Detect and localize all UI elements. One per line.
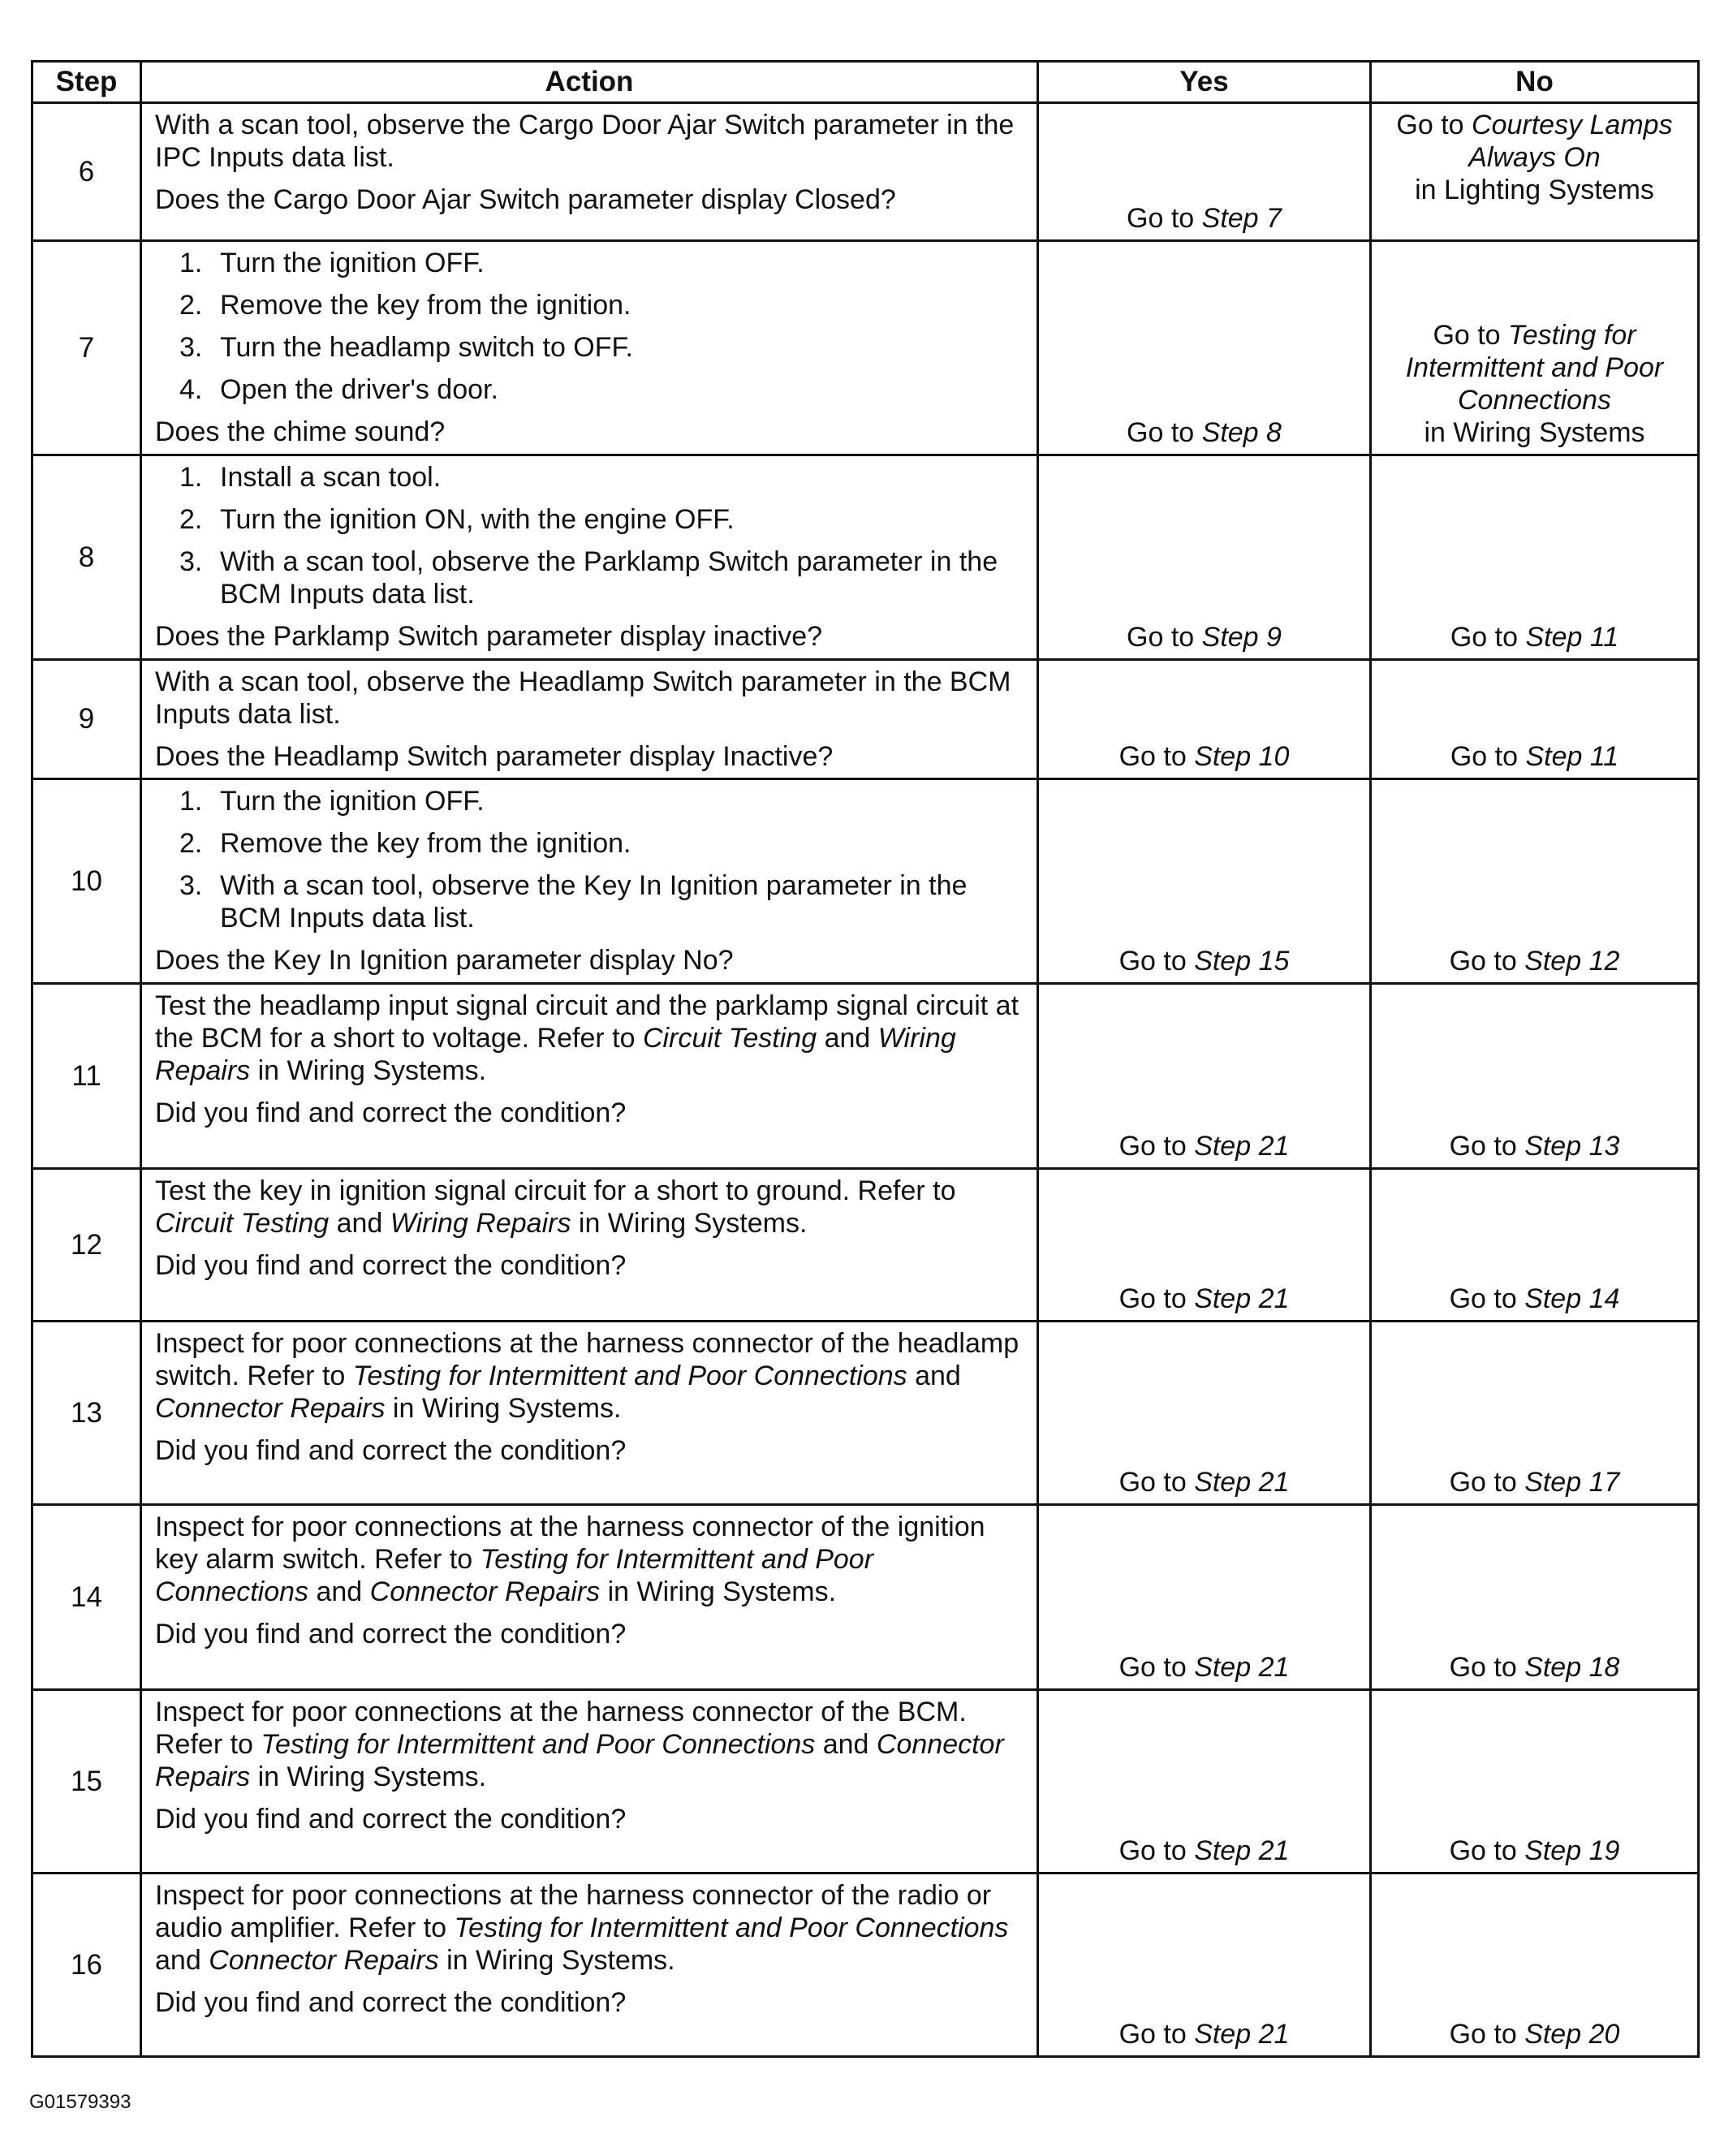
- yes-step-ref: Step 21: [1194, 1652, 1290, 1683]
- action-cell: [141, 241, 1038, 455]
- action-ref: Connector Repairs: [209, 1945, 439, 1976]
- substep: [155, 869, 1025, 934]
- no-prefix: Go to: [1449, 1283, 1525, 1314]
- table-row: [32, 1322, 1699, 1505]
- substep: [155, 247, 1025, 279]
- action-text-part: in Wiring Systems.: [250, 1055, 487, 1086]
- table-header-row: [32, 62, 1699, 103]
- no-step-ref: Step 17: [1524, 1467, 1620, 1498]
- no-cell: [1371, 1690, 1699, 1874]
- action-question: Did you find and correct the condition?: [155, 1619, 627, 1649]
- substep: [155, 503, 1025, 536]
- action-cell: [141, 1505, 1038, 1690]
- yes-prefix: Go to: [1127, 203, 1202, 234]
- step-number: 6: [32, 103, 141, 241]
- action-text-part: and: [907, 1360, 961, 1391]
- action-text-part: in Wiring Systems.: [600, 1576, 837, 1607]
- step-number: 13: [32, 1322, 141, 1505]
- header-action: Action: [141, 62, 1038, 103]
- action-text-part: Test the headlamp input signal circuit and the parklamp signal circuit at the BCM for a short to voltage. Refer to: [155, 990, 1019, 1054]
- yes-cell: [1038, 660, 1371, 779]
- yes-step-ref: Step 15: [1194, 946, 1290, 977]
- yes-step-ref: Step 21: [1194, 1467, 1290, 1498]
- yes-cell: [1038, 455, 1371, 660]
- action-question: Does the Parklamp Switch parameter display inactive?: [155, 621, 823, 652]
- substep-text: Remove the key from the ignition.: [220, 828, 631, 859]
- header-no: No: [1371, 62, 1699, 103]
- header-yes: Yes: [1038, 62, 1371, 103]
- yes-step-ref: Step 21: [1194, 1835, 1290, 1866]
- action-text-part: Inspect for poor connections at the harness connector of the headlamp switch. Refer to: [155, 1328, 1019, 1391]
- step-number: 8: [32, 455, 141, 660]
- step-number: 12: [32, 1169, 141, 1322]
- action-text-part: and: [155, 1945, 209, 1976]
- yes-step-ref: Step 21: [1194, 1131, 1290, 1162]
- table-row: [32, 1690, 1699, 1874]
- action-text: With a scan tool, observe the Cargo Door Ajar Switch parameter in the IPC Inputs data list.: [155, 110, 1015, 173]
- substep-number: 2.: [179, 290, 203, 321]
- no-cell: [1371, 241, 1699, 455]
- substep-text: Remove the key from the ignition.: [220, 290, 631, 321]
- action-ref: Wiring Repairs: [155, 1023, 956, 1086]
- substep-number: 3.: [179, 332, 203, 363]
- no-step-ref: Step 19: [1524, 1835, 1620, 1866]
- substep-text: Turn the headlamp switch to OFF.: [220, 332, 633, 363]
- action-ref: Connector Repairs: [155, 1729, 1004, 1792]
- substep-text: Turn the ignition OFF.: [220, 248, 485, 278]
- action-question: Did you find and correct the condition?: [155, 1250, 627, 1281]
- image-code: G01579393: [29, 2091, 131, 2113]
- no-ref: Testing for Intermittent and Poor Connections: [1405, 320, 1664, 416]
- step-number: 16: [32, 1874, 141, 2057]
- yes-step-ref: Step 7: [1201, 203, 1282, 234]
- no-suffix: in Lighting Systems: [1415, 175, 1654, 205]
- no-cell: [1371, 455, 1699, 660]
- yes-prefix: Go to: [1118, 1131, 1195, 1162]
- action-cell: [141, 984, 1038, 1169]
- action-ref: Testing for Intermittent and Poor Connections: [454, 1912, 1009, 1943]
- yes-cell: [1038, 984, 1371, 1169]
- substep-text: Open the driver's door.: [220, 374, 498, 405]
- no-prefix: Go to: [1449, 1467, 1525, 1498]
- action-ref: Testing for Intermittent and Poor Connections: [155, 1544, 874, 1607]
- action-text-part: in Wiring Systems.: [385, 1393, 622, 1424]
- table-row: [32, 660, 1699, 779]
- action-text: [155, 1175, 1025, 1240]
- yes-cell: [1038, 1322, 1371, 1505]
- no-step-ref: Step 18: [1524, 1652, 1620, 1683]
- no-cell: [1371, 779, 1699, 984]
- yes-prefix: Go to: [1127, 417, 1202, 448]
- diagnostic-table: [31, 60, 1700, 2058]
- action-cell: [141, 660, 1038, 779]
- no-cell: [1371, 1874, 1699, 2057]
- yes-step-ref: Step 8: [1201, 417, 1282, 448]
- yes-step-ref: Step 21: [1194, 2019, 1290, 2050]
- no-prefix: Go to: [1433, 320, 1509, 351]
- action-text-part: and: [815, 1729, 877, 1760]
- action-text: [155, 1511, 1025, 1608]
- substep-text: With a scan tool, observe the Key In Ignition parameter in the BCM Inputs data list.: [220, 870, 968, 934]
- no-ref: Courtesy Lamps Always On: [1468, 110, 1673, 173]
- no-step-ref: Step 11: [1525, 741, 1619, 772]
- step-number: 11: [32, 984, 141, 1169]
- substep-number: 1.: [179, 786, 203, 817]
- yes-cell: [1038, 1874, 1371, 2057]
- yes-cell: [1038, 1690, 1371, 1874]
- substep-number: 3.: [179, 546, 203, 577]
- yes-cell: [1038, 241, 1371, 455]
- substep-list: [155, 785, 1025, 934]
- yes-cell: [1038, 1169, 1371, 1322]
- no-prefix: Go to: [1449, 1652, 1525, 1683]
- no-cell: [1371, 1169, 1699, 1322]
- yes-prefix: Go to: [1118, 741, 1195, 772]
- action-text-part: in Wiring Systems.: [571, 1208, 808, 1239]
- action-cell: [141, 779, 1038, 984]
- substep: [155, 289, 1025, 321]
- action-text: [155, 1327, 1025, 1425]
- table-row: [32, 103, 1699, 241]
- yes-step-ref: Step 10: [1194, 741, 1290, 772]
- action-cell: [141, 1874, 1038, 2057]
- yes-cell: [1038, 103, 1371, 241]
- no-step-ref: Step 20: [1524, 2019, 1620, 2050]
- action-text: [155, 1879, 1025, 1977]
- action-text-part: Inspect for poor connections at the harness connector of the ignition key alarm switch. Refer to: [155, 1511, 985, 1575]
- table-row: [32, 455, 1699, 660]
- yes-prefix: Go to: [1118, 1467, 1195, 1498]
- no-step-ref: Step 11: [1525, 622, 1619, 653]
- no-cell: [1371, 984, 1699, 1169]
- substep-list: [155, 461, 1025, 610]
- no-suffix: in Wiring Systems: [1424, 417, 1645, 448]
- no-prefix: Go to: [1449, 1835, 1525, 1866]
- table-row: [32, 1505, 1699, 1690]
- yes-prefix: Go to: [1118, 1652, 1195, 1683]
- action-text-part: Test the key in ignition signal circuit for a short to ground. Refer to: [155, 1175, 956, 1206]
- action-question: Did you find and correct the condition?: [155, 1097, 627, 1128]
- yes-prefix: Go to: [1118, 1283, 1195, 1314]
- substep-number: 2.: [179, 828, 203, 859]
- yes-cell: [1038, 1505, 1371, 1690]
- action-text-part: Inspect for poor connections at the harness connector of the radio or audio amplifier. Refer to: [155, 1880, 992, 1943]
- substep: [155, 545, 1025, 610]
- table-row: [32, 241, 1699, 455]
- action-question: Does the chime sound?: [155, 416, 446, 447]
- action-text-part: and: [308, 1576, 370, 1607]
- step-number: 7: [32, 241, 141, 455]
- no-prefix: Go to: [1396, 110, 1472, 140]
- substep-text: Install a scan tool.: [220, 462, 442, 493]
- table-row: [32, 779, 1699, 984]
- yes-step-ref: Step 21: [1194, 1283, 1290, 1314]
- yes-step-ref: Step 9: [1201, 622, 1282, 653]
- action-question: Did you find and correct the condition?: [155, 1435, 627, 1466]
- action-ref: Circuit Testing: [155, 1208, 330, 1239]
- substep-number: 3.: [179, 870, 203, 901]
- yes-prefix: Go to: [1118, 946, 1195, 977]
- no-prefix: Go to: [1449, 946, 1525, 977]
- substep-number: 1.: [179, 462, 203, 493]
- no-prefix: Go to: [1449, 1131, 1525, 1162]
- no-cell: [1371, 103, 1699, 241]
- action-ref: Connector Repairs: [155, 1393, 386, 1424]
- substep: [155, 461, 1025, 494]
- action-ref: Connector Repairs: [369, 1576, 601, 1607]
- action-text: With a scan tool, observe the Headlamp Switch parameter in the BCM Inputs data list.: [155, 666, 1011, 730]
- substep: [155, 785, 1025, 817]
- substep-text: Turn the ignition OFF.: [220, 786, 485, 817]
- step-number: 10: [32, 779, 141, 984]
- no-step-ref: Step 13: [1524, 1131, 1620, 1162]
- action-cell: [141, 1322, 1038, 1505]
- no-cell: [1371, 1505, 1699, 1690]
- action-cell: [141, 103, 1038, 241]
- action-ref: Testing for Intermittent and Poor Connections: [352, 1360, 907, 1391]
- substep: [155, 827, 1025, 860]
- action-question: Did you find and correct the condition?: [155, 1804, 627, 1835]
- action-text: [155, 1696, 1025, 1793]
- table-row: [32, 1169, 1699, 1322]
- substep-number: 1.: [179, 248, 203, 278]
- no-prefix: Go to: [1449, 2019, 1525, 2050]
- action-cell: [141, 1169, 1038, 1322]
- substep-text: Turn the ignition ON, with the engine OFF.: [220, 504, 735, 535]
- action-text-part: and: [329, 1208, 390, 1239]
- action-text-part: in Wiring Systems.: [438, 1945, 675, 1976]
- no-step-ref: Step 12: [1524, 946, 1620, 977]
- substep: [155, 373, 1025, 406]
- substep: [155, 331, 1025, 364]
- substep-number: 4.: [179, 374, 203, 405]
- no-prefix: Go to: [1450, 622, 1526, 653]
- yes-prefix: Go to: [1127, 622, 1202, 653]
- action-cell: [141, 455, 1038, 660]
- step-number: 9: [32, 660, 141, 779]
- no-cell: [1371, 1322, 1699, 1505]
- table-row: [32, 1874, 1699, 2057]
- step-number: 14: [32, 1505, 141, 1690]
- substep-number: 2.: [179, 504, 203, 535]
- table-row: [32, 984, 1699, 1169]
- action-question: Did you find and correct the condition?: [155, 1987, 627, 2018]
- yes-prefix: Go to: [1118, 2019, 1195, 2050]
- substep-text: With a scan tool, observe the Parklamp Switch parameter in the BCM Inputs data list.: [220, 546, 998, 610]
- substep-list: [155, 247, 1025, 406]
- action-text-part: in Wiring Systems.: [250, 1761, 487, 1792]
- action-question: Does the Cargo Door Ajar Switch parameter display Closed?: [155, 184, 896, 215]
- action-text-part: Inspect for poor connections at the harness connector of the BCM. Refer to: [155, 1697, 967, 1760]
- step-number: 15: [32, 1690, 141, 1874]
- yes-prefix: Go to: [1118, 1835, 1195, 1866]
- action-ref: Testing for Intermittent and Poor Connections: [261, 1729, 816, 1760]
- no-cell: [1371, 660, 1699, 779]
- header-step: Step: [32, 62, 141, 103]
- no-prefix: Go to: [1450, 741, 1526, 772]
- action-text-part: and: [817, 1023, 878, 1054]
- action-question: Does the Key In Ignition parameter display No?: [155, 945, 734, 976]
- yes-cell: [1038, 779, 1371, 984]
- action-question: Does the Headlamp Switch parameter display Inactive?: [155, 741, 834, 772]
- action-ref: Circuit Testing: [642, 1023, 817, 1054]
- action-text: [155, 990, 1025, 1087]
- no-step-ref: Step 14: [1524, 1283, 1620, 1314]
- action-cell: [141, 1690, 1038, 1874]
- action-ref: Wiring Repairs: [390, 1208, 571, 1239]
